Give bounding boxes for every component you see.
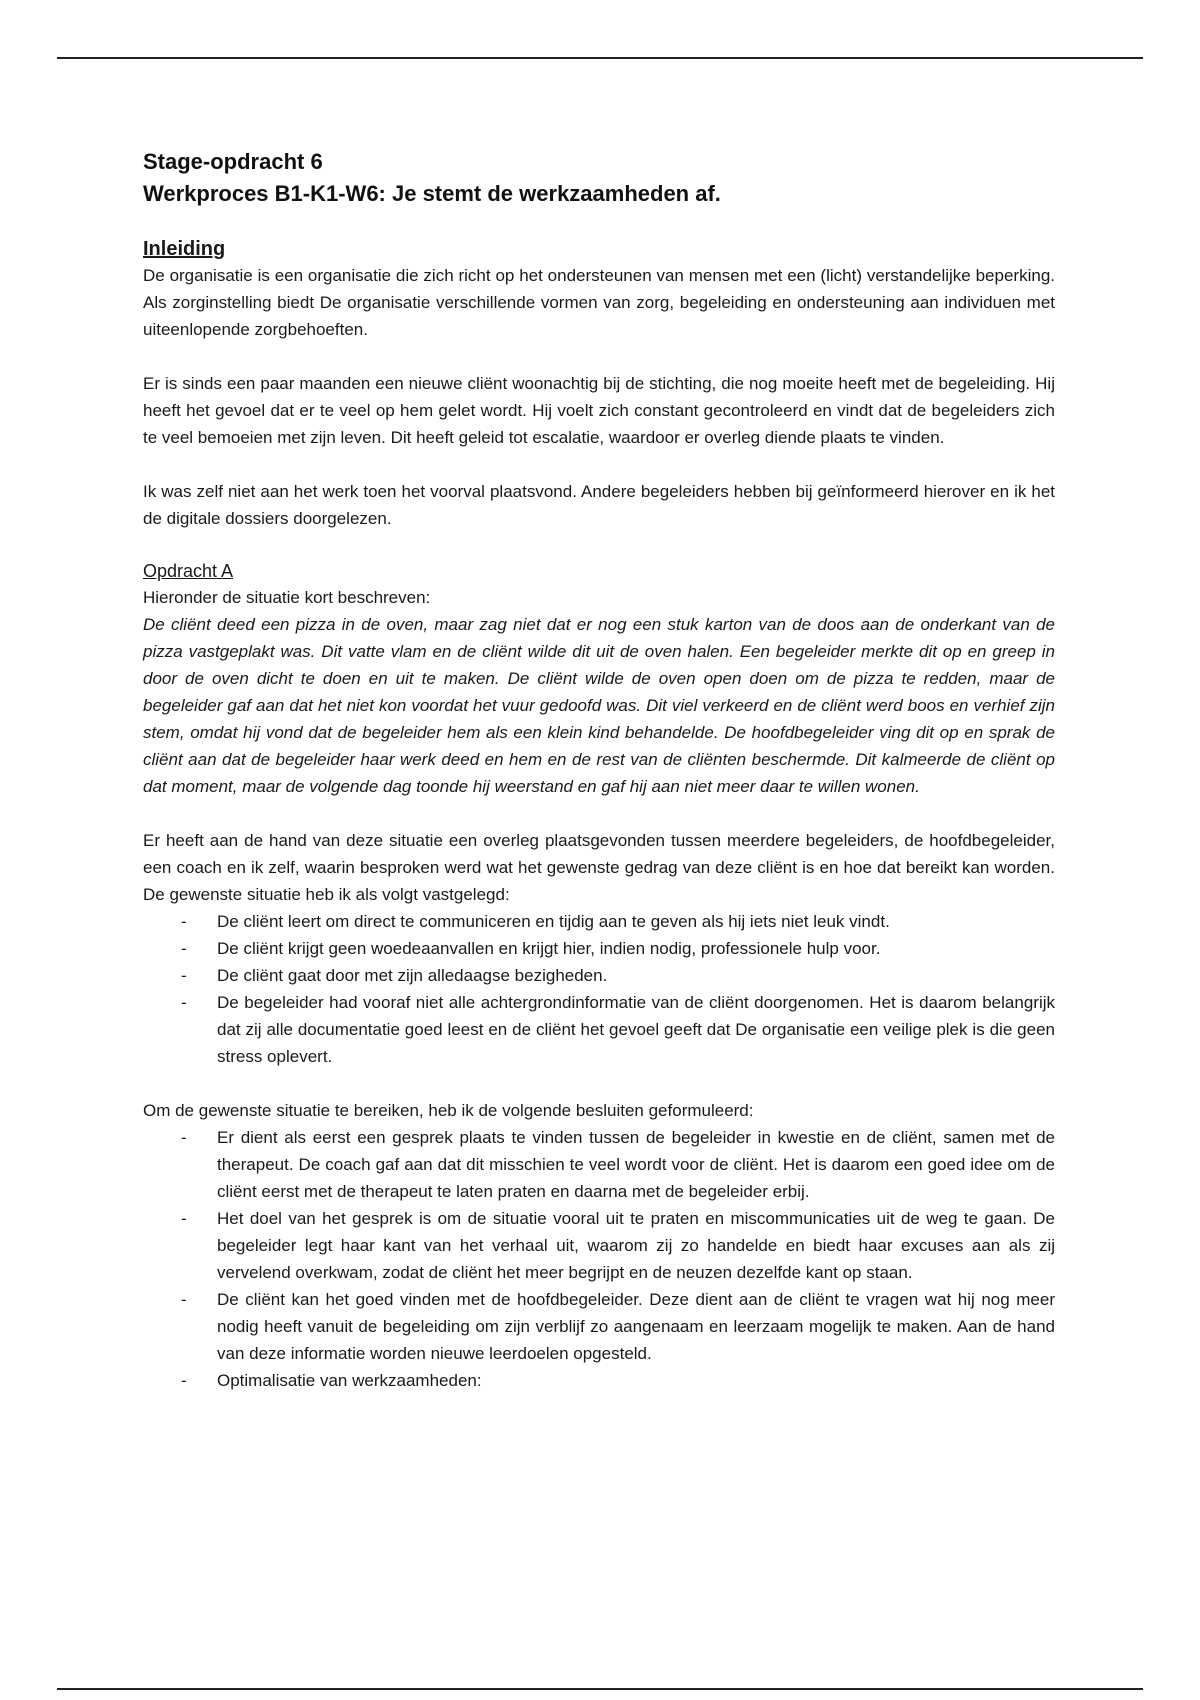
besluiten-list xyxy=(143,1124,1055,1394)
inleiding-paragraph-3: Ik was zelf niet aan het werk toen het voorval plaatsvond. Andere begeleiders hebben bij geïnformeerd hierover en ik het de digitale dossiers doorgelezen. xyxy=(143,482,1055,528)
dash-bullet: - xyxy=(181,1209,187,1228)
document-title xyxy=(143,146,1055,210)
list-item: - De cliënt kan het goed vinden met de hoofdbegeleider. Deze dient aan de cliënt te vragen wat hij nog meer nodig heeft vanuit de begeleiding om zijn verblijf zo aangenaam en leerzaam mogelijk te maken. Aan de hand van deze informatie worden nieuwe leerdoelen opgesteld. xyxy=(143,1286,1055,1367)
inleiding-paragraph-1: De organisatie is een organisatie die zich richt op het ondersteunen van mensen met een (licht) verstandelijke beperking. Als zorginstelling biedt De organisatie verschillende vormen van zorg, begeleiding en ondersteuning aan individuen met uiteenlopende zorgbehoeften. xyxy=(143,266,1055,339)
dash-bullet: - xyxy=(181,912,187,931)
list-item: - Het doel van het gesprek is om de situatie vooral uit te praten en miscommunicaties uit de weg te gaan. De begeleider legt haar kant van het verhaal uit, waarom zij zo handelde en biedt haar excuses aan als zij vervelend overkwam, zodat de cliënt het meer begrijpt en de neuzen dezelfde kant op staan. xyxy=(143,1205,1055,1286)
heading-inleiding: Inleiding xyxy=(143,238,226,260)
gewenste-situatie-list xyxy=(143,908,1055,1070)
heading-opdracht-a: Opdracht A xyxy=(143,561,234,581)
list-item: - Optimalisatie van werkzaamheden: xyxy=(143,1367,1055,1394)
dash-bullet: - xyxy=(181,966,187,985)
list-item: - De cliënt gaat door met zijn alledaagse bezigheden. xyxy=(143,962,1055,989)
list-item: - De cliënt krijgt geen woedeaanvallen en krijgt hier, indien nodig, professionele hulp voor. xyxy=(143,935,1055,962)
dash-bullet: - xyxy=(181,993,187,1012)
list-item: - De begeleider had vooraf niet alle achtergrondinformatie van de cliënt doorgenomen. Het is daarom belangrijk dat zij alle documentatie goed leest en de cliënt het gevoel geeft dat De organisatie een veilige plek is die geen stress oplevert. xyxy=(143,989,1055,1070)
document-body xyxy=(143,146,1055,1394)
besluiten-intro: Om de gewenste situatie te bereiken, heb ik de volgende besluiten geformuleerd: xyxy=(143,1101,754,1120)
dash-bullet: - xyxy=(181,1128,187,1147)
footer-rule xyxy=(57,1688,1143,1690)
inleiding-paragraph-2: Er is sinds een paar maanden een nieuwe cliënt woonachtig bij de stichting, die nog moeite heeft met de begeleiding. Hij heeft het gevoel dat er te veel op hem gelet wordt. Hij voelt zich constant gecontroleerd en vindt dat de begeleiders zich te veel bemoeien met zijn leven. Dit heeft geleid tot escalatie, waardoor er overleg diende plaats te vinden. xyxy=(143,374,1055,447)
overleg-intro: Er heeft aan de hand van deze situatie een overleg plaatsgevonden tussen meerdere begeleiders, de hoofdbegeleider, een coach en ik zelf, waarin besproken werd wat het gewenste gedrag van deze cliënt is en hoe dat bereikt kan worden. De gewenste situatie heb ik als volgt vastgelegd: xyxy=(143,831,1055,904)
dash-bullet: - xyxy=(181,1371,187,1390)
dash-bullet: - xyxy=(181,939,187,958)
list-item: - Er dient als eerst een gesprek plaats te vinden tussen de begeleider in kwestie en de cliënt, samen met de therapeut. De coach gaf aan dat dit misschien te veel wordt voor de cliënt. Het is daarom een goed idee om de cliënt eerst met de therapeut te laten praten en daarna met de begeleider erbij. xyxy=(143,1124,1055,1205)
header-rule xyxy=(57,57,1143,59)
title-line-1: Stage-opdracht 6 xyxy=(143,149,323,174)
situation-description: De cliënt deed een pizza in de oven, maar zag niet dat er nog een stuk karton van de doos aan de onderkant van de pizza vastgeplakt was. Dit vatte vlam en de cliënt wilde dit uit de oven halen. Een begeleider merkte dit op en greep in door de oven dicht te doen en uit te maken. De cliënt wilde de oven open doen om de pizza te redden, maar de begeleider gaf aan dat het niet kon voordat het vuur gedoofd was. Dit viel verkeerd en de cliënt werd boos en verhief zijn stem, omdat hij vond dat de begeleider hem als een klein kind behandelde. De hoofdbegeleider ving dit op en sprak de cliënt aan dat de begeleider haar werk deed en hem en de rest van de cliënten beschermde. Dit kalmeerde de cliënt op dat moment, maar de volgende dag toonde hij weerstand en gaf hij aan niet meer daar te willen wonen. xyxy=(143,615,1055,796)
dash-bullet: - xyxy=(181,1290,187,1309)
opdracht-a-intro: Hieronder de situatie kort beschreven: xyxy=(143,588,431,607)
list-item: - De cliënt leert om direct te communiceren en tijdig aan te geven als hij iets niet leuk vindt. xyxy=(143,908,1055,935)
title-line-2: Werkproces B1-K1-W6: Je stemt de werkzaamheden af. xyxy=(143,181,721,206)
